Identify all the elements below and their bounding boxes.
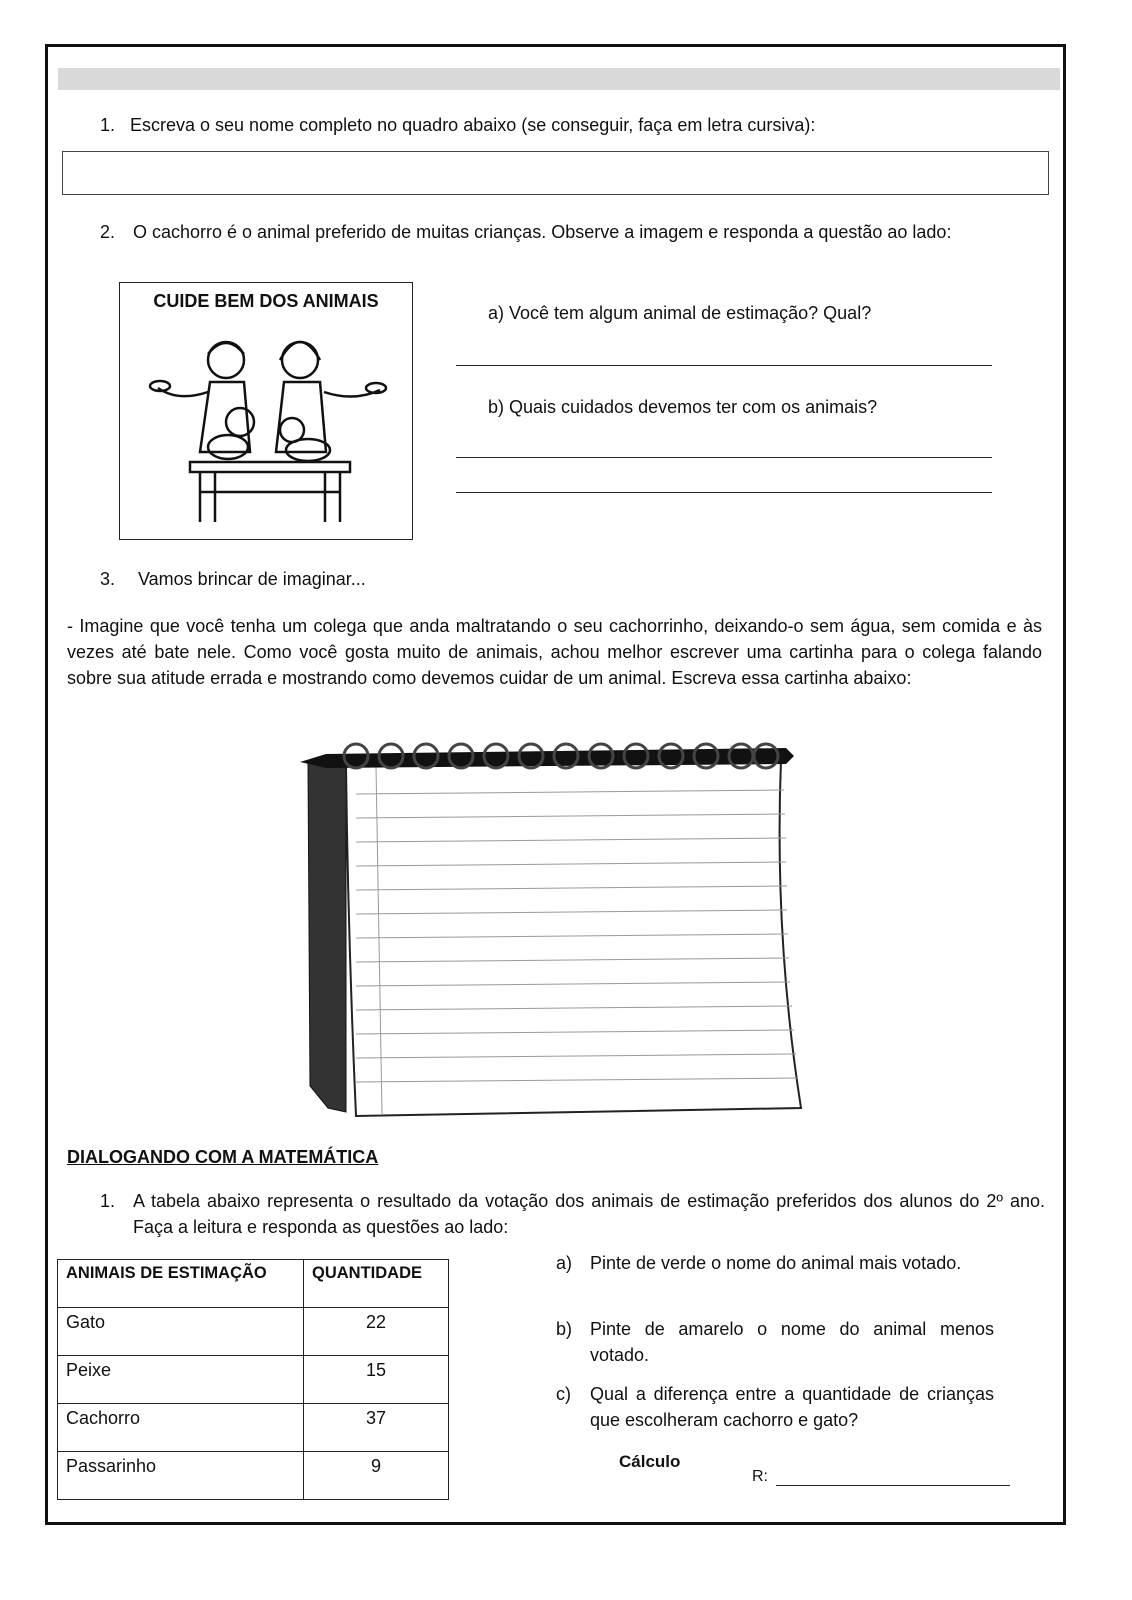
quantity-cell: 9 (304, 1452, 449, 1500)
pets-vote-table (57, 1259, 449, 1500)
question-text: Pinte de amarelo o nome do animal menos votado. (590, 1319, 994, 1365)
math-question-b (556, 1316, 994, 1368)
table-row (58, 1404, 449, 1452)
name-input-box[interactable] (62, 151, 1049, 195)
question-text: A tabela abaixo representa o resultado da votação dos animais de estimação preferidos dos alunos do 2º ano. Faça a leitura e responda as questões ao lado: (133, 1191, 1045, 1237)
table-row (58, 1452, 449, 1500)
question-number: 3. (100, 569, 116, 589)
calculation-label: Cálculo (619, 1452, 681, 1471)
question-1 (100, 112, 815, 138)
table-row (58, 1356, 449, 1404)
vets-with-pets-icon (120, 312, 412, 532)
column-header: QUANTIDADE (304, 1260, 449, 1308)
answer-line[interactable] (456, 492, 992, 493)
question-number: 1. (100, 115, 116, 135)
letter-instructions: - Imagine que você tenha um colega que anda maltratando o seu cachorrinho, deixando-o sem água, sem comida e às vezes até bate nele. Como você gosta muito de animais, achou melhor escrever uma cartinha para o colega falando sobre sua atitude errada e mostrando como devemos cuidar de um animal. Escreva essa cartinha abaixo: (67, 616, 1042, 688)
question-2a: a) Você tem algum animal de estimação? Qual? (488, 303, 872, 323)
table-row (58, 1308, 449, 1356)
item-label: b) (556, 1319, 573, 1339)
question-text: O cachorro é o animal preferido de muitas crianças. Observe a imagem e responda a questão ao lado: (133, 222, 952, 242)
question-2b: b) Quais cuidados devemos ter com os animais? (488, 397, 878, 417)
question-2 (100, 219, 1045, 245)
question-text: Vamos brincar de imaginar... (138, 569, 366, 589)
quantity-cell: 22 (304, 1308, 449, 1356)
quantity-cell: 15 (304, 1356, 449, 1404)
question-number: 1. (100, 1191, 116, 1211)
math-question-1 (100, 1188, 1045, 1240)
image-title: CUIDE BEM DOS ANIMAIS (153, 291, 379, 311)
answer-line[interactable] (456, 457, 992, 458)
item-label: a) (556, 1253, 573, 1273)
answer-line[interactable] (456, 365, 992, 366)
animal-care-illustration (119, 282, 413, 540)
question-text: Pinte de verde o nome do animal mais votado. (590, 1253, 962, 1273)
question-text: Escreva o seu nome completo no quadro abaixo (se conseguir, faça em letra cursiva): (130, 115, 816, 135)
answer-label: R: (752, 1468, 768, 1485)
column-header: ANIMAIS DE ESTIMAÇÃO (58, 1260, 304, 1308)
header-bar (58, 68, 1060, 90)
section-heading: DIALOGANDO COM A MATEMÁTICA (67, 1147, 379, 1167)
item-label: c) (556, 1384, 571, 1404)
math-question-c (556, 1381, 994, 1433)
answer-line[interactable] (776, 1485, 1010, 1486)
math-question-a (556, 1250, 994, 1276)
question-number: 2. (100, 222, 116, 242)
animal-cell[interactable]: Peixe (58, 1356, 304, 1404)
question-text: Qual a diferença entre a quantidade de crianças que escolheram cachorro e gato? (590, 1384, 994, 1430)
spiral-notebook-icon[interactable] (296, 736, 816, 1126)
quantity-cell: 37 (304, 1404, 449, 1452)
animal-cell[interactable]: Passarinho (58, 1452, 304, 1500)
question-3 (100, 566, 366, 592)
table-header-row (58, 1260, 449, 1308)
animal-cell[interactable]: Gato (58, 1308, 304, 1356)
animal-cell[interactable]: Cachorro (58, 1404, 304, 1452)
